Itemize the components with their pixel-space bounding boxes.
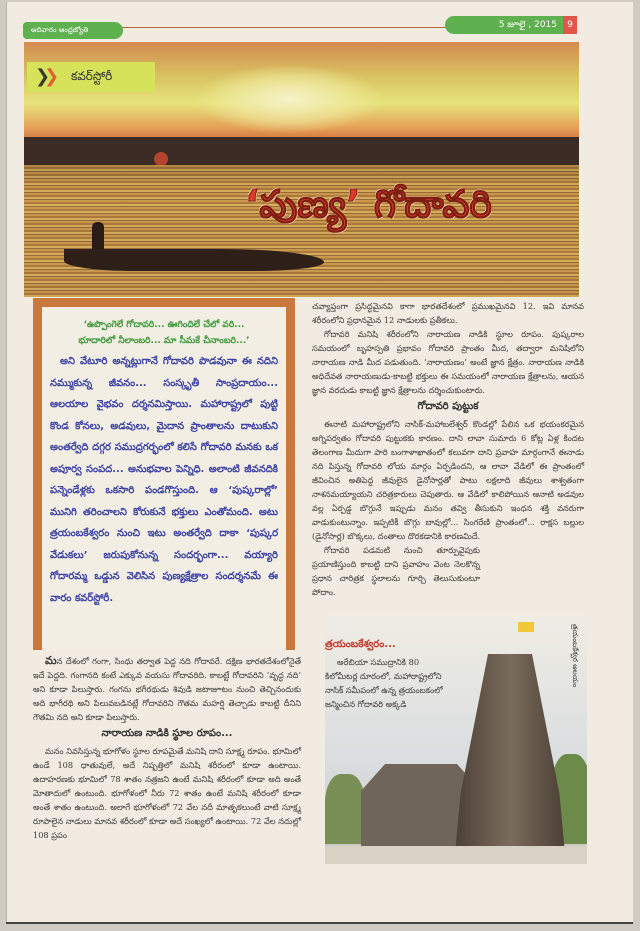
double-chevron-right-icon: ❯❯ bbox=[35, 66, 54, 87]
section-label: ఆదివారం ఆంధ్రజ్యోతి bbox=[23, 22, 123, 39]
temple-ground bbox=[325, 846, 587, 864]
page-number: 9 bbox=[563, 16, 577, 34]
subheading: నారాయణ నాడికి స్థూల రూపం... bbox=[101, 728, 233, 739]
sun-reflection bbox=[154, 152, 168, 166]
paragraph: ఈనాటి మహారాష్ట్రలోని నాసిక్-మహాబలేశ్వర్ కొండల్లో పేలిన ఒక భయంకరమైన అగ్నిపర్వతం గోదావరి పుట్టుకకు కారణం. దాని లావా సుమారు 6 కోట్ల ఏళ్ల కిందట తెలంగాణ మీదుగా పారి బంగాళాఖాతంలో కలువగా దాని ప్రవాహ మార్గంగానే ఈనాడు నది పిస్తున్న గోదావరి లోయ మార్గం ఏర్పడిందని, ఆ లావా వేడిలో ఈ ప్రాంతంలో జీవించిన అతిపెద్ద జీవులైన డైనోసార్లతో పాటు లక్షలాది జీవులు శాశ్వతంగా నాశనమయ్యాయని చరిత్రకారులు చెపుతారు. ఆ వేడిలో కాలిపోయిన ఆనాటి అడవుల వల్ల ఏర్పడ్డ బొగ్గునే ఇప్పుడు మనం తవ్వి తీసుకుని ఇంధన శక్తి వనరుగా వాడుకుంటున్నాం. ఇప్పటికీ బొగ్గు బావుల్లో... సింగరేణి ప్రాంతంలో... రాక్షస బల్లుల (డైనోసార్ల) బొక్కలు, దంతాలు దొరకడానికి కారణమిదే. bbox=[312, 419, 584, 541]
intro-quote bbox=[50, 317, 278, 349]
intro-box bbox=[33, 298, 295, 650]
left-column bbox=[33, 654, 301, 842]
subheading: త్రయంబకేశ్వరం... bbox=[325, 639, 396, 650]
headline: ‘పుణ్య’ గోదావరి bbox=[245, 182, 492, 226]
temple-flag bbox=[518, 622, 534, 632]
paragraph: గోదావరి పడమటి నుంచి తూర్పువైపుకు ప్రయాణిస్తుంది కాబట్టి దాని ప్రవాహం వెంట నెలకొన్న ప్రధాన చారిత్రక స్థలాలను గూర్చి తెలుసుకుంటూ పోదాం. bbox=[312, 545, 480, 597]
treeline bbox=[24, 137, 579, 165]
paragraph: మనం నివసిస్తున్న భూగోళం స్థూల రూపమైతే మనిషి దాని సూక్ష్మ రూపం. భూమిలో ఉండే 108 ధాతువులే, అదే నిష్పత్తిలో మనిషి శరీరంలో కూడా ఉంటాయి. ఉదాహరణకు భూమిలో 78 శాతం నత్రజని ఉంటే మనిషి శరీరంలో కూడా అది అంతే మోతాదులో ఉంటుంది. భూగోళంలో నీరు 72 శాతం ఉంటే మనిషి శరీరంలో కూడా అంతే శాతం ఉంటుంది. అలాగే భూగోళంలో 72 వేల నదీ మాతృకలుంటే వాటి సూక్ష్మ రూపాలైన నాడులు మానవ శరీరంలో కూడా అదే సంఖ్యలో ఉంటాయి. 72 వేల నదుల్లో 108 ప్రపం bbox=[33, 746, 301, 840]
boatman-silhouette bbox=[92, 222, 104, 252]
temple-tower bbox=[455, 654, 565, 854]
quote-line: ‘ఉప్పొంగెలే గోదావరి... ఊగిందిలే చేలో వరి... bbox=[83, 320, 245, 330]
sun-glow bbox=[194, 64, 384, 134]
dropcap: మ bbox=[45, 654, 57, 667]
trees bbox=[325, 774, 365, 844]
right-column bbox=[312, 299, 584, 599]
paragraph: న దేశంలో గంగా, సింధు తర్వాత పెద్ద నది గోదావరే. దక్షిణ భారతదేశంలోనైతే ఇదే పెద్దది. గంగానది కంటే ఎక్కువ వయసు గోదావరిది. కాబట్టే గోదావరిని ‘వృద్ధ నది’ అని కూడా పిలుస్తారు. గంగను భగీరథుడు శివుడి జటాజూటం నుంచి తెచ్చినందుకు అది భాగీరథి అని పిలువబడినట్లే గోదావరిని గౌతమ మహర్షి తెచ్చాడు కాబట్టి దీనిని గౌతమి నది అని కూడా పిలుస్తారు. bbox=[33, 656, 301, 722]
boat-silhouette bbox=[64, 249, 324, 271]
issue-date: 5 జూలై , 2015 bbox=[445, 16, 563, 34]
newspaper-page bbox=[6, 2, 633, 922]
cover-story-label: కవర్‌స్టోరీ bbox=[71, 69, 113, 83]
temple-text bbox=[325, 614, 445, 711]
paragraph: గోదావరి మనిషి శరీరంలోని నారాయణ నాడికి స్థూల రూపం. పుష్కరాల సమయంలో బృహస్పతి ప్రభావం గోదావరి ప్రాంతం మీద, తద్వారా మనిషిలోని నారాయణ నాడి మీద పడుతుంది. ‘నారాయణం’ అంటే జ్ఞాన క్షేత్రం. నారాయణ నాడికి అధిదేవత నారాయణుడు-కాబట్టి భక్తులు ఈ సమయంలో నారాయణ క్షేత్రాలను, ఆయన జ్ఞాన వరదుడు కాబట్టి జ్ఞాన క్షేత్రాలను దర్శించుకుంటారు. bbox=[312, 329, 584, 395]
cover-story-tag bbox=[27, 62, 155, 92]
paragraph: అరేబియా సముద్రానికి 80 కిలోమీటర్ల దూరంలో, మహారాష్ట్రలోని నాసిక్ సమీపంలో ఉన్న త్రయంబకంలో జన్మించిన గోదావరి అక్కడి bbox=[325, 657, 443, 709]
quote-line: భూదారిలో నీలాంబరి... మా సీమకే చీనాంబరి...’ bbox=[78, 336, 250, 346]
intro-text: అని వేటూరి అన్నట్లుగానే గోదావరి పొడవునా ఈ నదిని నమ్ముకున్న జీవనం... సంస్కృతీ సాంప్రదాయం... ఆలయాల వైభవం దర్శనమిస్తాయి. మహారాష్ట్రలో పుట్టి కొండ కోనలు, అడవులు, మైదాన ప్రాంతాలను దాటుకుని అంతర్వేది దగ్గర సముద్రగర్భంలో కలిసే గోదావరి మనకు ఒక అపూర్వ సంపద... అనుభవాల పెన్నిధి. అలాంటి జీవనదికి పన్నెండేళ్లకు ఒకసారి పండగొస్తుంది. ఆ ‘పుష్కరాల్లో’ మునిగి తరించాలని కోరుకునే భక్తులు ఎంతోమంది. అటు త్రయంబకేశ్వరం నుంచి ఇటు అంతర్వేది దాకా ‘పుష్కర వేడుకలు’ జరుపుకోనున్న సందర్భంగా... వయ్యారి గోదారమ్మ ఒడ్డున వెలిసిన పుణ్యక్షేత్రాల సందర్శనమే ఈ వారం కవర్‌స్టోరీ. bbox=[50, 356, 278, 604]
header-rule bbox=[117, 27, 457, 28]
subheading: గోదావరి పుట్టుక bbox=[417, 401, 479, 412]
photo-caption: త్రయంబకేశ్వర ఆలయం bbox=[571, 624, 579, 688]
paragraph: చవ్యాప్తంగా ప్రసిద్ధమైనవి కాగా భారతదేశంలో ప్రముఖమైనవి 12. ఇవి మానవ శరీరంలోని ప్రధానమైన 12 నాడులకు ప్రతీకలు. bbox=[312, 301, 584, 325]
